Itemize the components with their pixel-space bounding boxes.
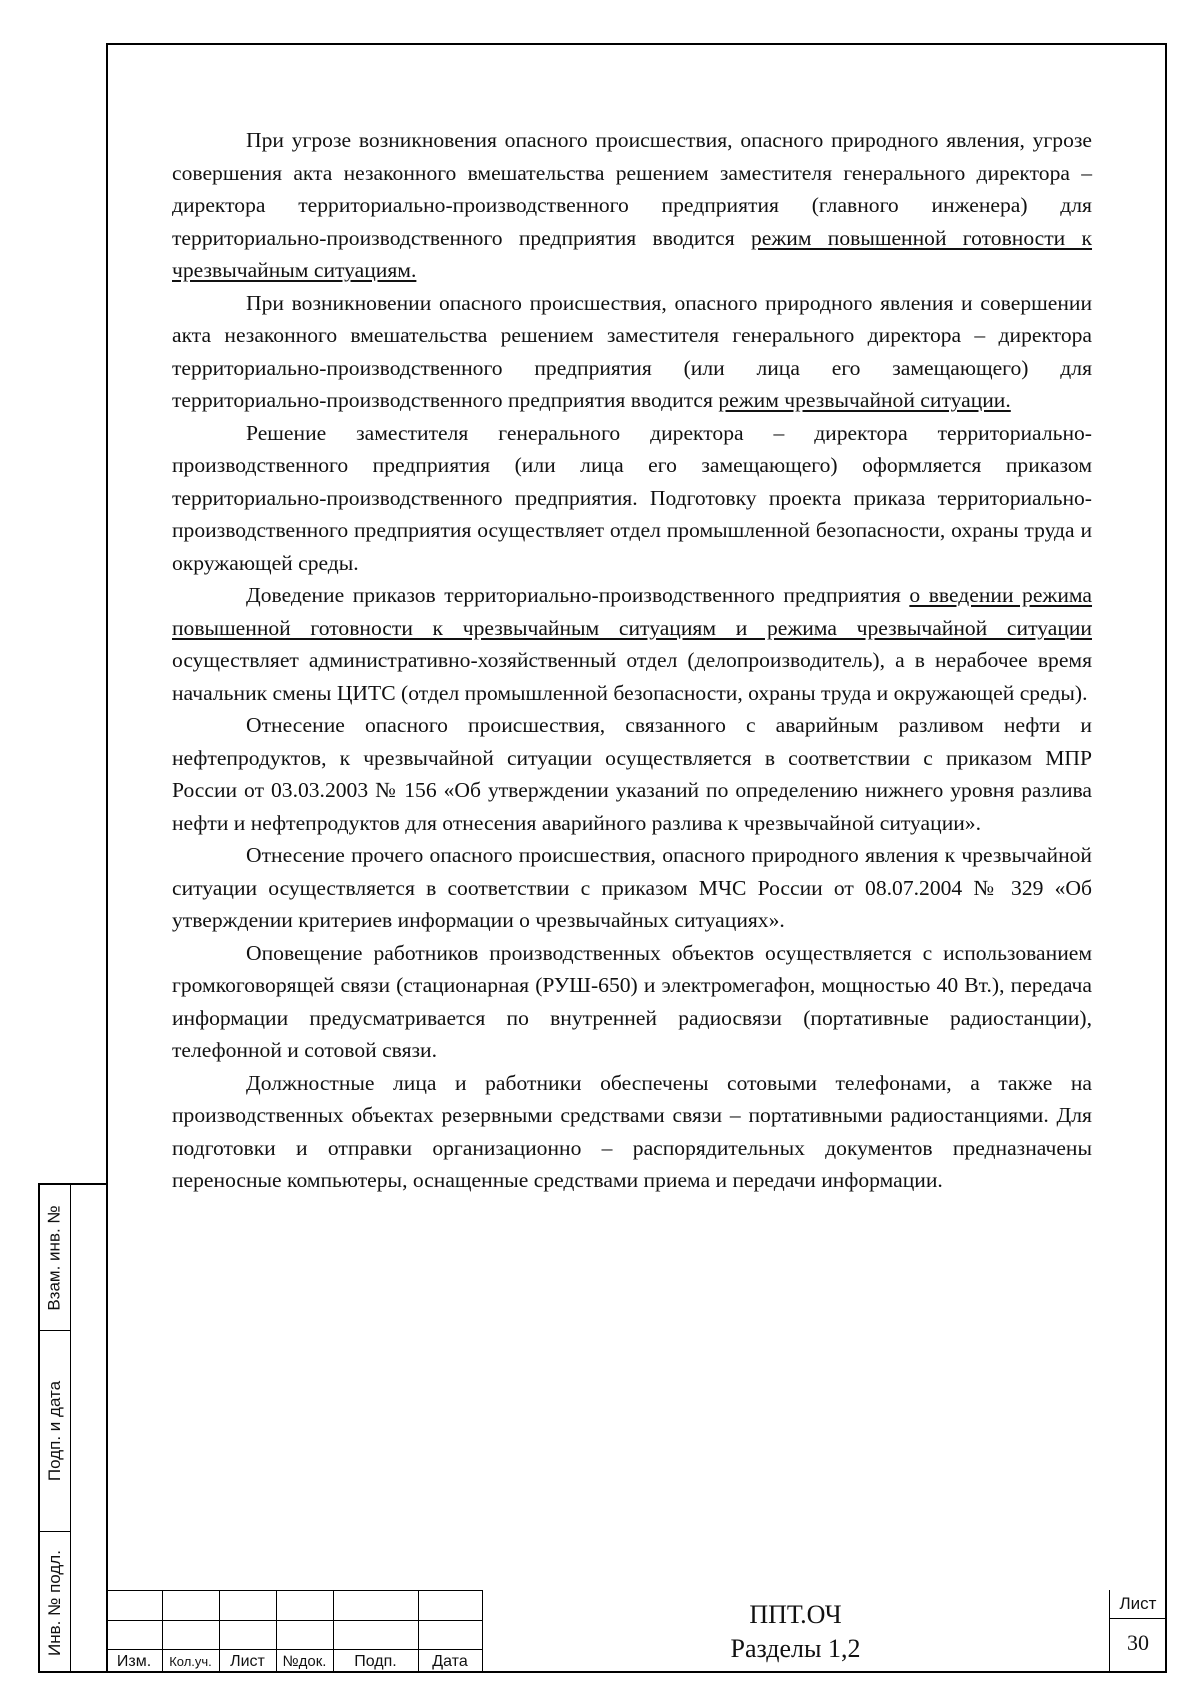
stamp-designation xyxy=(482,1590,1109,1673)
paragraph-1: При угрозе возникновения опасного происшествия, опасного природного явления, угрозе совершения акта незаконного вмешательства решением заместителя генерального директора – директора территориально-производственного предприятия (главного инженера) для территориально-производственного предприятия вводится режим повышенной готовности к чрезвычайным ситуациям. xyxy=(172,128,1093,282)
paragraph-2: При возникновении опасного происшествия, опасного природного явления и совершении акта незаконного вмешательства решением заместителя генерального директора – директора территориально-производственного предприятия (или лица его замещающего) для территориально-производственного предприятия вводится режим чрезвычайной ситуации. xyxy=(172,290,1092,412)
title-block xyxy=(106,1590,1167,1673)
stamp-header-ndok: №док. xyxy=(282,1653,327,1670)
underlined-phrase: режим чрезвычайной ситуации. xyxy=(718,388,1011,412)
paragraph-5: Отнесение опасного происшествия, связанного с аварийным разливом нефти и нефтепродуктов, к чрезвычайной ситуации осуществляется в соответствии с приказом МПР России от 03.03.2003 № 156 «Об утверждении указаний по определению нижнего уровня разлива нефти и нефтепродуктов для отнесения аварийного разлива к чрезвычайной ситуации». xyxy=(172,713,1092,835)
stamp-header-izm: Изм. xyxy=(116,1652,152,1670)
sheet-number: 30 xyxy=(1127,1630,1149,1655)
paragraph-4: Доведение приказов территориально-производственного предприятия о введении режима повышенной готовности к чрезвычайным ситуациям и режима чрезвычайной ситуации осуществляет административно-хозяйственный отдел (делопроизводитель), а в нерабочее время начальник смены ЦИТС (отдел промышленной безопасности, охраны труда и окружающей среды). xyxy=(172,583,1093,705)
paragraph-6: Отнесение прочего опасного происшествия, опасного природного явления к чрезвычайной ситуации осуществляется в соответствии с приказом МЧС России от 08.07.2004 № 329 «Об утверждении критериев информации о чрезвычайных ситуациях». xyxy=(172,843,1092,932)
document-body xyxy=(172,124,1092,1197)
sheet-label: Лист xyxy=(1119,1594,1157,1613)
side-field-inv: Инв. № подл. xyxy=(45,1550,64,1656)
paragraph-3: Решение заместителя генерального директора – директора территориально-производственного предприятия (или лица его замещающего) оформляется приказом территориально-производственного предприятия. Подготовку проекта приказа территориально-производственного предприятия осуществляет отдел промышленной безопасности, охраны труда и окружающей среды. xyxy=(172,420,1092,575)
paragraph-8: Должностные лица и работники обеспечены сотовыми телефонами, а также на производственных объектах резервными средствами связи – портативными радиостанциями. Для подготовки и отправки организационно – распорядительных документов предназначены переносные компьютеры, оснащенные средствами приема и передачи информации. xyxy=(172,1070,1092,1192)
paragraph-7: Оповещение работников производственных объектов осуществляется с использованием громкоговорящей связи (стационарная (РУШ-650) и электромегафон, мощностью 40 Вт.), передача информации предусматривается по внутренней радиосвязи (портативные радиостанции), телефонной и сотовой связи. xyxy=(172,940,1092,1062)
document-code: ППТ.ОЧ xyxy=(749,1600,842,1629)
document-title: Разделы 1,2 xyxy=(730,1634,861,1663)
stamp-header-kol: Кол.уч. xyxy=(169,1654,212,1669)
stamp-header-data: Дата xyxy=(432,1652,468,1670)
stamp-line xyxy=(1109,1618,1167,1619)
side-field-vzam: Взам. инв. № xyxy=(45,1204,65,1311)
underlined-phrase: о введении режима повышенной готовности к чрезвычайным ситуациям и режима чрезвычайной ситуации xyxy=(172,583,1093,640)
stamp-header-list: Лист xyxy=(230,1652,265,1670)
side-divider xyxy=(70,1185,71,1671)
underlined-phrase: режим повышенной готовности к чрезвычайным ситуациям. xyxy=(172,225,1093,282)
side-field-podp: Подп. и дата xyxy=(45,1380,65,1481)
stamp-header-podp: Подп. xyxy=(354,1652,397,1670)
side-stamp xyxy=(38,1183,108,1673)
